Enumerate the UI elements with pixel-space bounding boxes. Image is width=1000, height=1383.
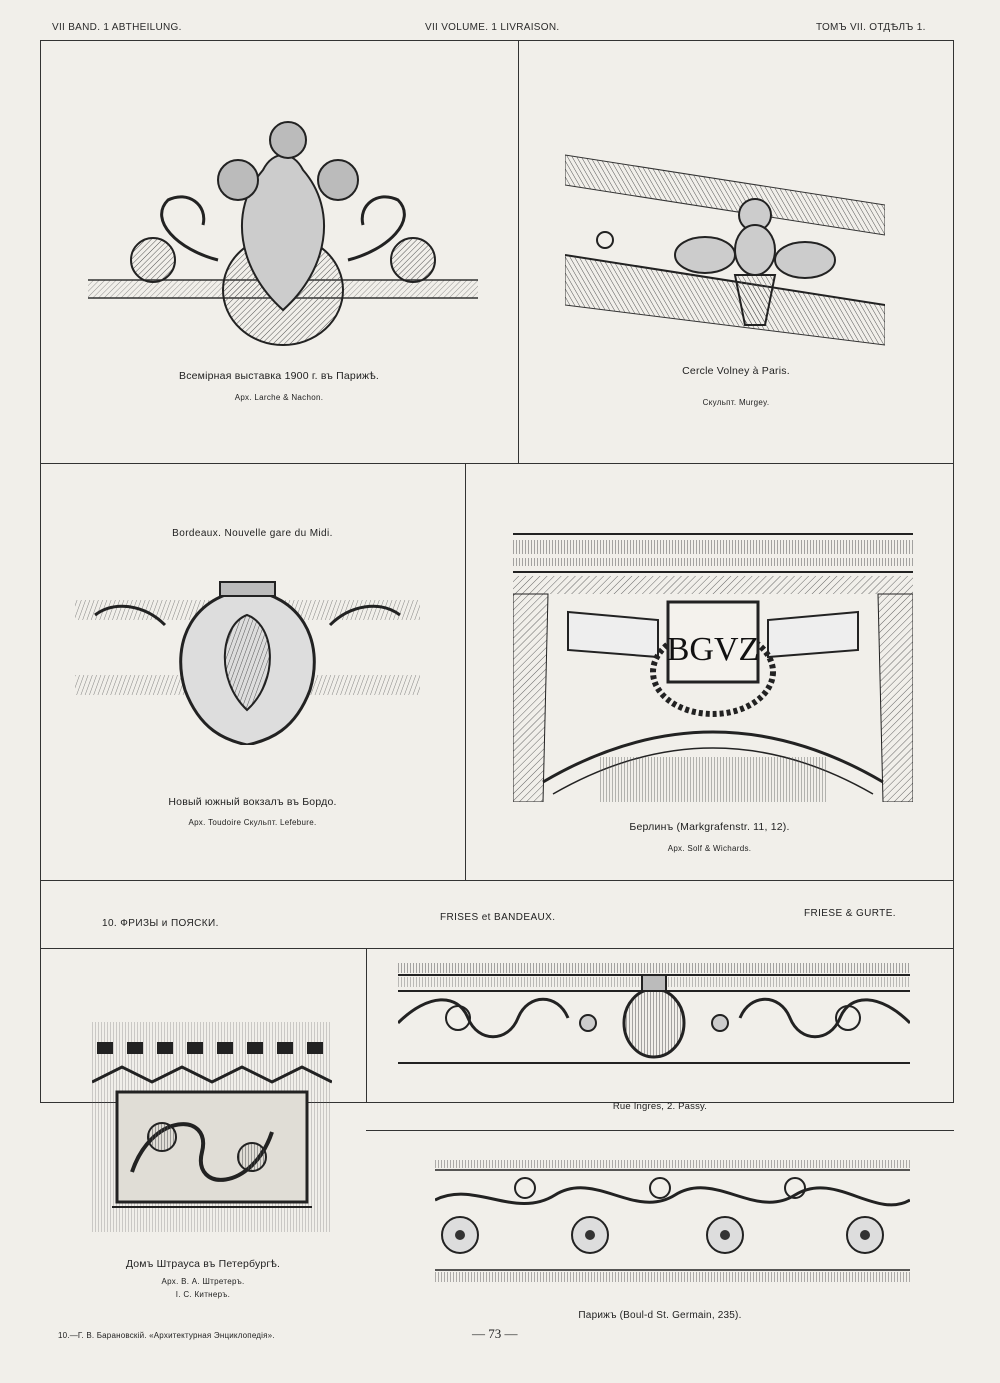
section-title-fr: FRISES et BANDEAUX. bbox=[440, 912, 556, 923]
panel1-title: Всемірная выставка 1900 г. въ Парижѣ. bbox=[178, 370, 380, 382]
divider-bottom-right bbox=[366, 1130, 954, 1131]
berlin-cartouche-illustration bbox=[513, 532, 913, 802]
panel6-title: Rue Ingres, 2. Passy. bbox=[612, 1101, 708, 1112]
panel2-credit: Скульпт. Murgey. bbox=[702, 398, 770, 407]
strauss-house-frieze-illustration bbox=[92, 1022, 332, 1232]
divider-row-2 bbox=[40, 880, 954, 881]
cercle-volney-sculpture-illustration bbox=[565, 145, 885, 355]
berlin-monogram: BGVZ bbox=[666, 631, 760, 668]
st-germain-frieze-illustration bbox=[435, 1160, 910, 1290]
panel1-credit: Арх. Larche & Nachon. bbox=[234, 393, 324, 402]
footer-citation: 10.—Г. В. Барановскій. «Архитектурная Энциклопедія». bbox=[58, 1331, 275, 1340]
page-number: — 73 — bbox=[472, 1326, 518, 1341]
ornament-exposition-1900-illustration bbox=[88, 110, 478, 360]
panel7-title: Парижъ (Boul-d St. Germain, 235). bbox=[578, 1310, 742, 1321]
panel3-heading: Bordeaux. Nouvelle gare du Midi. bbox=[172, 528, 333, 539]
rue-ingres-frieze-illustration bbox=[398, 963, 910, 1083]
header-center: VII VOLUME. 1 LIVRAISON. bbox=[425, 22, 560, 33]
panel5-credit-1: Арх. В. А. Штретеръ. bbox=[161, 1277, 245, 1286]
panel5-credit-2: І. С. Китнеръ. bbox=[175, 1290, 231, 1299]
header-right: ТОМЪ VII. ОТДѢЛЪ 1. bbox=[816, 22, 926, 33]
divider-section-band bbox=[40, 948, 954, 949]
panel2-title: Cercle Volney à Paris. bbox=[682, 365, 790, 377]
divider-row-1 bbox=[40, 463, 954, 464]
divider-bottom-vertical bbox=[366, 948, 367, 1103]
header-left: VII BAND. 1 ABTHEILUNG. bbox=[52, 22, 182, 33]
panel5-title: Домъ Штрауса въ Петербургѣ. bbox=[125, 1258, 281, 1270]
section-title-de: FRIESE & GURTE. bbox=[804, 908, 896, 919]
section-title-ru: 10. ФРИЗЫ и ПОЯСКИ. bbox=[102, 918, 219, 929]
panel3-title: Новый южный вокзалъ въ Бордо. bbox=[168, 796, 337, 808]
panel3-credit: Арх. Toudoire Скульпт. Lefebure. bbox=[188, 818, 317, 827]
panel4-credit: Арх. Solf & Wichards. bbox=[667, 844, 752, 853]
divider-middle-vertical bbox=[465, 463, 466, 881]
bordeaux-cartouche-illustration bbox=[75, 570, 420, 745]
panel4-title: Берлинъ (Markgrafenstr. 11, 12). bbox=[629, 821, 790, 833]
